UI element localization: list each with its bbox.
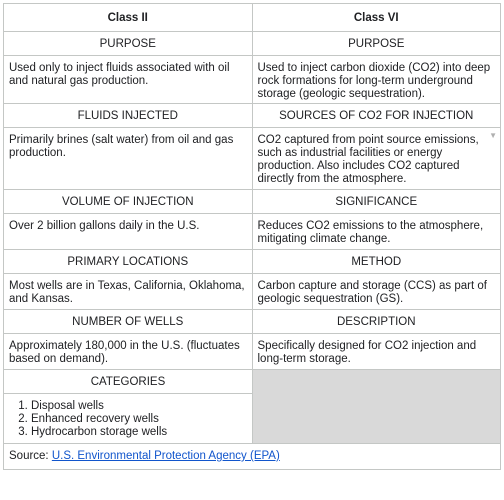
- label-number-of-wells: NUMBER OF WELLS: [4, 310, 253, 334]
- content-row: [4, 274, 501, 310]
- content-row: [4, 334, 501, 370]
- category-item: 1. Disposal wells: [31, 400, 247, 413]
- method-text: Carbon capture and storage (CCS) as part of geologic sequestration (GS).: [253, 274, 502, 310]
- label-primary-locations: PRIMARY LOCATIONS: [4, 250, 253, 274]
- label-purpose-left: PURPOSE: [4, 32, 253, 56]
- label-row: [4, 250, 501, 274]
- label-row: [4, 104, 501, 128]
- description-text: Specifically designed for CO2 injection and long-term storage.: [253, 334, 502, 370]
- categories-list: [9, 400, 247, 439]
- comparison-table: [3, 3, 501, 470]
- header-row: [4, 4, 501, 32]
- purpose-right-text: Used to inject carbon dioxide (CO2) into deep rock formations for long-term underground storage (geologic sequestration).: [253, 56, 502, 104]
- label-row: [4, 190, 501, 214]
- categories-column: [4, 370, 253, 444]
- category-item: 3. Hydrocarbon storage wells: [31, 426, 247, 439]
- source-row: [4, 444, 501, 470]
- primary-locations-text: Most wells are in Texas, California, Oklahoma, and Kansas.: [4, 274, 253, 310]
- sources-of-co2-text: CO2 captured from point source emissions, such as industrial facilities or energy production. Also includes CO2 captured directly from the atmosphere.: [253, 128, 502, 190]
- label-description: DESCRIPTION: [253, 310, 502, 334]
- significance-text: Reduces CO2 emissions to the atmosphere, mitigating climate change.: [253, 214, 502, 250]
- cell-dropdown-icon[interactable]: ▼: [489, 131, 497, 140]
- content-row: [4, 128, 501, 190]
- label-row: [4, 310, 501, 334]
- label-categories: CATEGORIES: [4, 370, 253, 394]
- source-cell: [4, 444, 501, 470]
- epa-link[interactable]: U.S. Environmental Protection Agency (EPA): [51, 450, 280, 462]
- number-of-wells-text: Approximately 180,000 in the U.S. (fluctuates based on demand).: [4, 334, 253, 370]
- header-class-vi: Class VI: [253, 4, 502, 32]
- categories-list-cell: [4, 394, 253, 444]
- content-row: [4, 214, 501, 250]
- volume-of-injection-text: Over 2 billion gallons daily in the U.S.: [4, 214, 253, 250]
- label-fluids-injected: FLUIDS INJECTED: [4, 104, 253, 128]
- label-significance: SIGNIFICANCE: [253, 190, 502, 214]
- label-volume-of-injection: VOLUME OF INJECTION: [4, 190, 253, 214]
- categories-row: [4, 370, 501, 444]
- fluids-injected-text: Primarily brines (salt water) from oil and gas production.: [4, 128, 253, 190]
- label-sources-of-co2: SOURCES OF CO2 FOR INJECTION: [253, 104, 502, 128]
- header-class-ii: Class II: [4, 4, 253, 32]
- source-prefix: Source:: [9, 450, 52, 462]
- label-purpose-right: PURPOSE: [253, 32, 502, 56]
- content-row: [4, 56, 501, 104]
- label-row: [4, 32, 501, 56]
- purpose-left-text: Used only to inject fluids associated with oil and natural gas production.: [4, 56, 253, 104]
- category-item: 2. Enhanced recovery wells: [31, 413, 247, 426]
- label-method: METHOD: [253, 250, 502, 274]
- empty-grey-cell: [253, 370, 501, 444]
